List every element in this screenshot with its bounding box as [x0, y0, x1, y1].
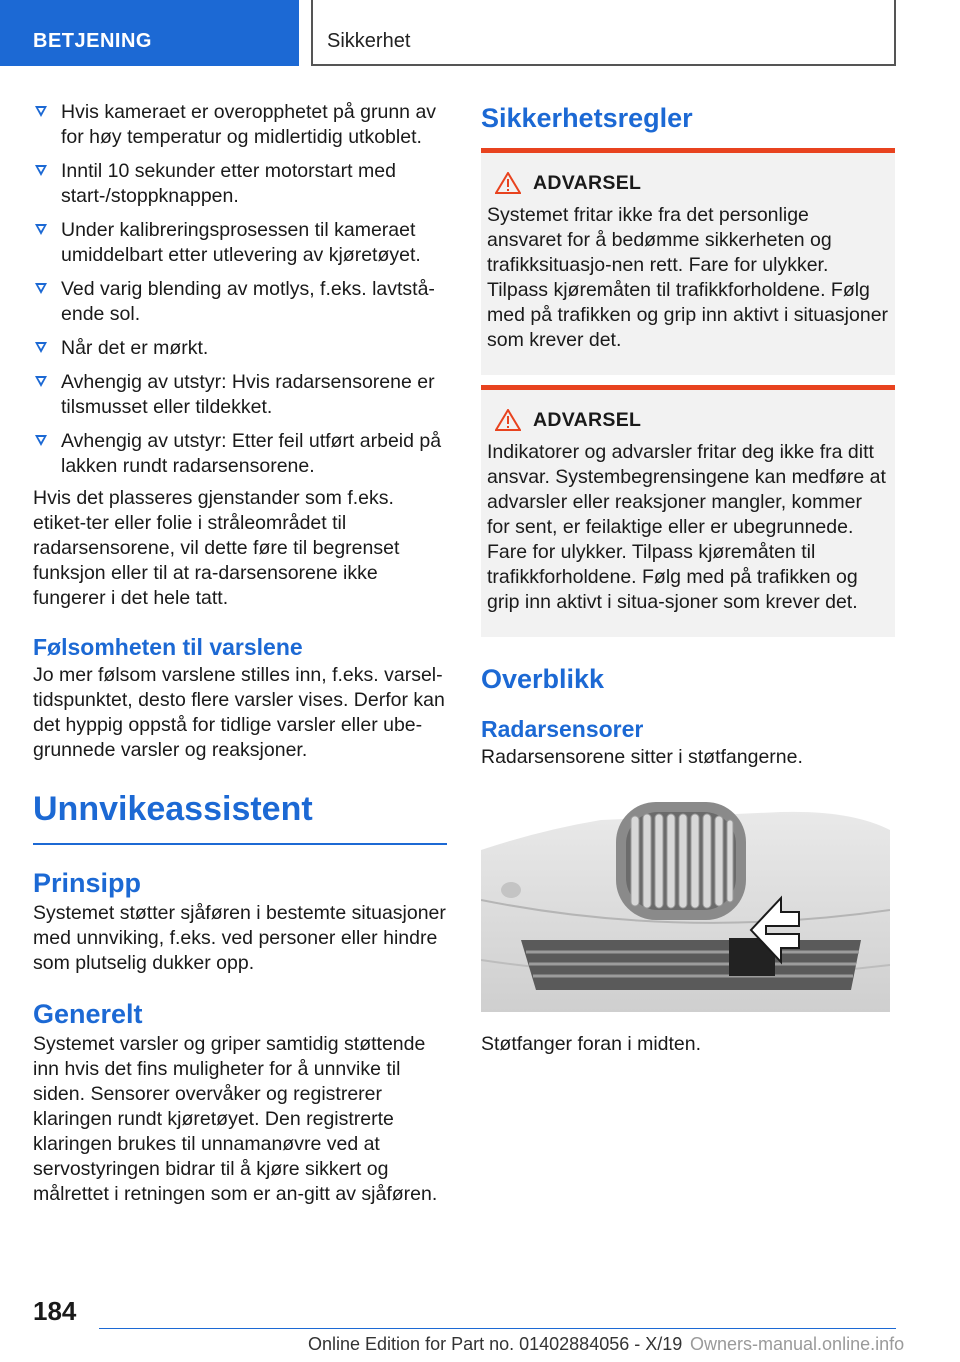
warning-title-text: ADVARSEL [533, 409, 642, 431]
list-item-text: Avhengig av utstyr: Hvis radarsensorene er tilsmusset eller tildekket. [61, 371, 435, 418]
list-item [33, 100, 447, 150]
list-item-text: Når det er mørkt. [61, 337, 209, 359]
general-paragraph: Systemet varsler og griper samtidig støttende inn hvis det fins muligheter for å unnvike til siden. Sensorer overvåker og registrerer klaringen rundt kjøretøyet. Den registrerte klaringen brukes til unnamanøvre ved at servostyringen bidrar til å kjøre sikkert og målrettet i retningen som er an-gitt av sjåføren. [33, 1033, 438, 1205]
front-bumper-image [481, 790, 890, 1012]
list-item [33, 277, 447, 327]
figure-caption: Støtfanger foran i midten. [481, 1033, 702, 1055]
overview-heading: Overblikk [481, 664, 605, 694]
list-item-text: Ved varig blending av motlys, f.eks. lavtstå-ende sol. [61, 278, 435, 325]
warning-triangle-icon [495, 172, 521, 194]
list-item-text: Under kalibreringsprosessen til kameraet umiddelbart etter utlevering av kjøretøyet. [61, 219, 421, 266]
triangle-bullet-icon [35, 106, 47, 117]
footer-watermark: Owners-manual.online.info [690, 1334, 905, 1354]
footer-divider [99, 1328, 896, 1329]
safety-heading: Sikkerhetsregler [481, 103, 693, 133]
list-item [33, 429, 447, 479]
warning-title [487, 408, 889, 432]
warning-title [487, 171, 889, 195]
limitations-list [33, 100, 447, 479]
warning-box [481, 148, 895, 375]
objects-paragraph: Hvis det plasseres gjenstander som f.eks. etiket-ter eller folie i stråleområdet til radarsensorene, vil dette føre til begrenset funksjon eller til at ra-darsensorene ikke fungerer i det hele tatt. [33, 487, 400, 609]
list-item-text: Inntil 10 sekunder etter motorstart med start-/stoppknappen. [61, 160, 396, 207]
warning-title-text: ADVARSEL [533, 172, 642, 194]
triangle-bullet-icon [35, 224, 47, 235]
chapter-heading: Unnvikeassistent [33, 789, 447, 845]
radar-heading: Radarsensorer [481, 716, 644, 742]
list-item-text: Hvis kameraet er overopphetet på grunn av for høy temperatur og midlertidig utkoblet. [61, 101, 437, 148]
list-item-text: Avhengig av utstyr: Etter feil utført arbeid på lakken rundt radarsensorene. [61, 430, 442, 477]
warning-triangle-icon [495, 409, 521, 431]
right-column [481, 100, 895, 1057]
left-column [33, 100, 447, 1207]
triangle-bullet-icon [35, 376, 47, 387]
principle-heading: Prinsipp [33, 868, 142, 898]
triangle-bullet-icon [35, 165, 47, 176]
sensitivity-paragraph: Jo mer følsom varslene stilles inn, f.eks. varsel-tidspunktet, desto flere varsler vises. Derfor kan det hyppig oppstå for tidlige varsler eller ube-grunnede varsler og reaksjoner. [33, 664, 445, 761]
triangle-bullet-icon [35, 342, 47, 353]
list-item [33, 159, 447, 209]
warning-box [481, 385, 895, 637]
general-heading: Generelt [33, 999, 143, 1029]
footer-edition: Online Edition for Part no. 01402884056 - X/19 [308, 1334, 683, 1354]
page-number: 184 [33, 1296, 77, 1326]
principle-paragraph: Systemet støtter sjåføren i bestemte situasjoner med unnviking, f.eks. ved personer eller hindre som plutselig dukker opp. [33, 902, 446, 974]
triangle-bullet-icon [35, 283, 47, 294]
warning-text: Systemet fritar ikke fra det personlige ansvaret for å bedømme sikkerheten og trafikksituasjo-nen rett. Fare for ulykker. Tilpass kjøremåten til trafikkforholdene. Følg med på trafikken og grip inn aktivt i situasjoner som krever det. [487, 204, 889, 351]
triangle-bullet-icon [35, 435, 47, 446]
list-item [33, 336, 447, 361]
chapter-tab: BETJENING [0, 0, 299, 66]
section-title: Sikkerhet [311, 0, 896, 66]
warning-text: Indikatorer og advarsler fritar deg ikke fra ditt ansvar. Systembegrensingene kan medføre at advarsler eller reaksjoner mangler, kommer for sent, er feilaktige eller er ubegrunnede. Fare for ulykker. Tilpass kjøremåten til trafikkforholdene. Følg med på trafikken og grip inn aktivt i situa-sjoner som krever det. [487, 441, 886, 613]
radar-paragraph: Radarsensorene sitter i støtfangerne. [481, 746, 803, 768]
list-item [33, 370, 447, 420]
sensitivity-heading: Følsomheten til varslene [33, 634, 303, 660]
list-item [33, 218, 447, 268]
bumper-illustration [481, 790, 890, 1012]
